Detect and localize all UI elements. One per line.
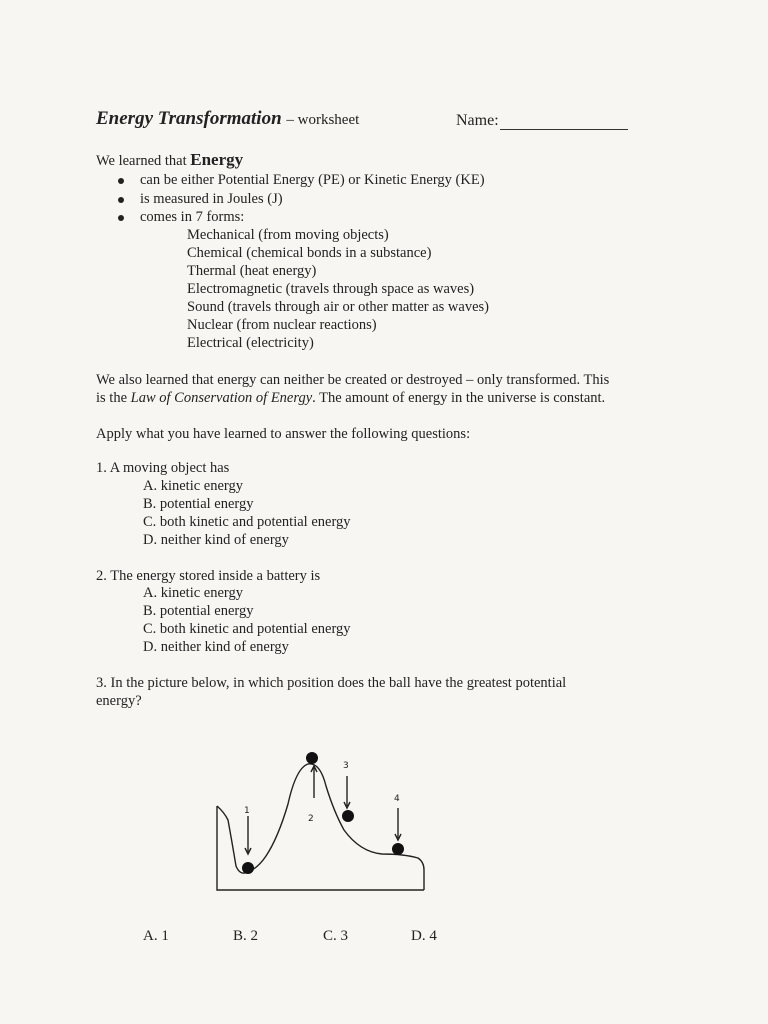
energy-form-item: Mechanical (from moving objects): [187, 227, 389, 243]
worksheet-title: [96, 108, 359, 130]
energy-form-item: Sound (travels through air or other matter as waves): [187, 299, 489, 315]
question-3-answer[interactable]: B. 2: [233, 928, 259, 944]
energy-form-item: Electromagnetic (travels through space as waves): [187, 281, 475, 297]
question-2-option[interactable]: D. neither kind of energy: [143, 639, 289, 655]
question-1-stem: 1. A moving object has: [96, 460, 230, 476]
conservation-line-1: We also learned that energy can neither be created or destroyed – only transformed. This: [96, 372, 610, 388]
ball-position-3: [342, 810, 354, 822]
question-3-stem-line-1: 3. In the picture below, in which position does the ball have the greatest potential: [96, 675, 567, 691]
question-3-answer[interactable]: A. 1: [143, 928, 169, 944]
question-3-answer[interactable]: C. 3: [323, 928, 349, 944]
conservation-line-2: is the Law of Conservation of Energy. The amount of energy in the universe is constant.: [96, 390, 606, 406]
name-blank-line[interactable]: [500, 129, 628, 130]
ball-position-2: [306, 752, 318, 764]
energy-form-item: Nuclear (from nuclear reactions): [187, 317, 377, 333]
question-1-option[interactable]: A. kinetic energy: [143, 478, 243, 494]
diagram-label-4: 4: [394, 794, 400, 804]
diagram-label-1: 1: [244, 806, 250, 816]
bullet-item: is measured in Joules (J): [118, 191, 283, 208]
diagram-label-2: 2: [308, 814, 314, 824]
diagram-label-3: 3: [343, 761, 349, 771]
energy-form-item: Electrical (electricity): [187, 335, 314, 351]
question-1-option[interactable]: B. potential energy: [143, 496, 254, 512]
intro-keyword: Energy: [190, 150, 244, 169]
bullet-dot-icon: [118, 215, 124, 221]
question-1-option[interactable]: D. neither kind of energy: [143, 532, 289, 548]
instructions: Apply what you have learned to answer the following questions:: [96, 426, 471, 442]
ball-position-4: [392, 843, 404, 855]
question-3-stem-line-2: energy?: [96, 693, 142, 709]
question-2-option[interactable]: B. potential energy: [143, 603, 254, 619]
question-2-option[interactable]: C. both kinetic and potential energy: [143, 621, 351, 637]
energy-form-item: Thermal (heat energy): [187, 263, 317, 279]
law-name: Law of Conservation of Energy: [130, 390, 313, 406]
title-suffix: – worksheet: [286, 112, 360, 128]
hill-diagram: [210, 742, 440, 900]
ball-position-1: [242, 862, 254, 874]
intro-prefix: We learned that: [96, 153, 187, 169]
title-text: Energy Transformation: [96, 108, 282, 129]
question-1-option[interactable]: C. both kinetic and potential energy: [143, 514, 351, 530]
bullet-item: can be either Potential Energy (PE) or Kinetic Energy (KE): [118, 172, 485, 189]
question-2-stem: 2. The energy stored inside a battery is: [96, 568, 321, 584]
bullet-dot-icon: [118, 197, 124, 203]
question-2-option[interactable]: A. kinetic energy: [143, 585, 243, 601]
energy-form-item: Chemical (chemical bonds in a substance): [187, 245, 432, 261]
intro-line: [96, 150, 243, 170]
question-3-answer[interactable]: D. 4: [411, 928, 437, 944]
bullet-dot-icon: [118, 178, 124, 184]
bullet-item: comes in 7 forms:: [118, 209, 244, 226]
name-label: Name:: [456, 112, 499, 129]
